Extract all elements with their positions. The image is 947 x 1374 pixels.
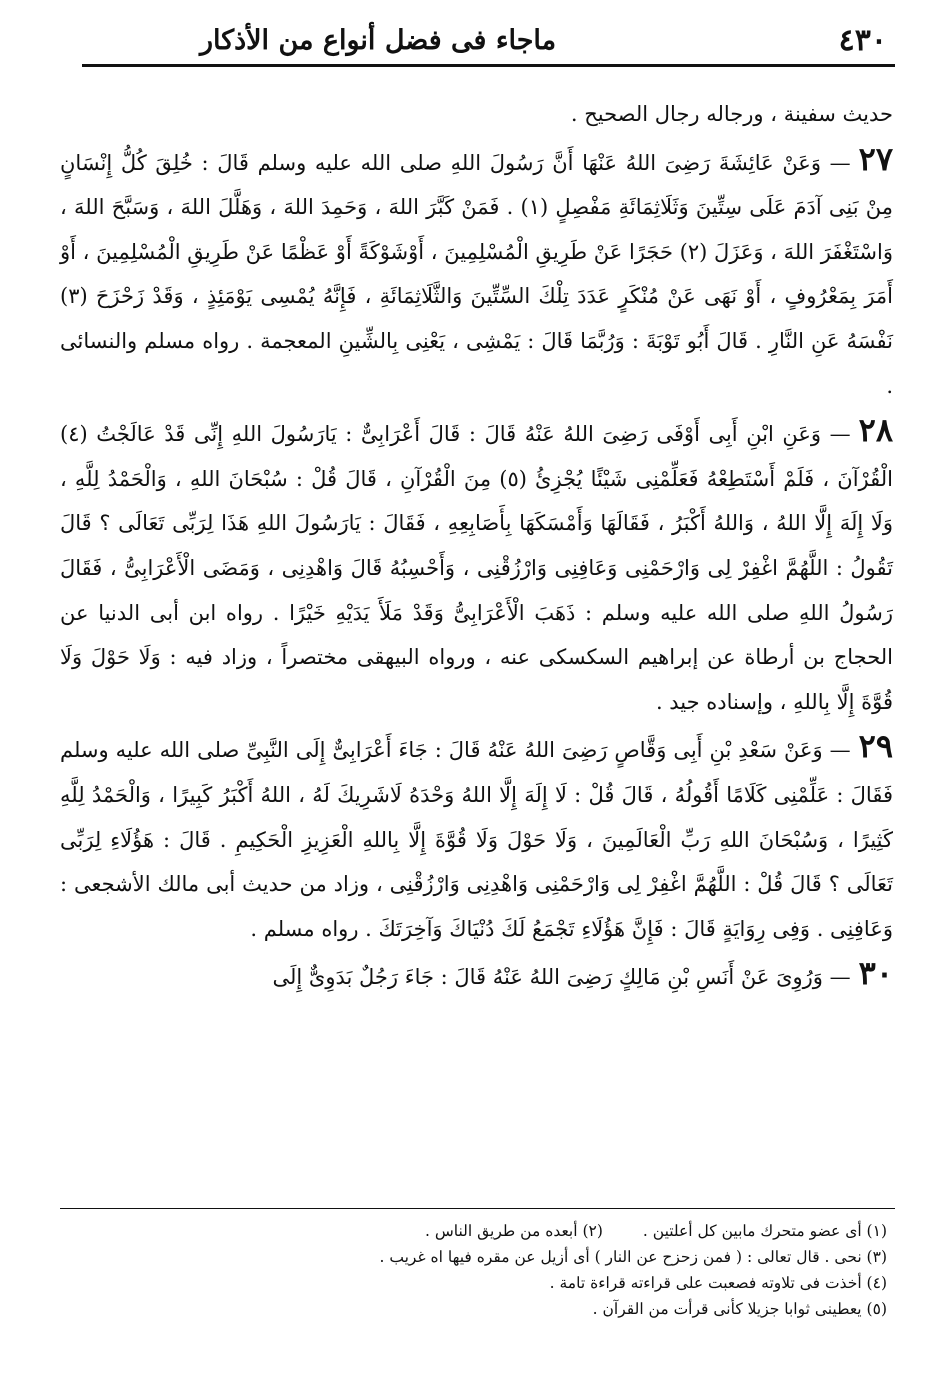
footnote-row (80, 1218, 887, 1244)
intro-line: حديث سفينة ، ورجاله رجال الصحيح . (570, 102, 893, 126)
hadith-number: ٢٩ (858, 727, 893, 766)
hadith-number: ٣٠ (858, 954, 893, 993)
footnote-1: (١) أى عضو متحرك مابين كل أعلتين . (642, 1222, 887, 1240)
header-divider (82, 64, 895, 67)
footnote-3: (٣) نحى . قال تعالى : ( فمن زحزح عن النار ) أى أزيل عن مقره فيها اه غريب . (379, 1248, 887, 1266)
hadith-number: ٢٨ (858, 411, 893, 450)
hadith-29 (60, 724, 893, 951)
footnote-2: (٢) أبعده من طريق الناس . (424, 1222, 603, 1240)
footnotes (80, 1218, 887, 1322)
running-title: ماجاء فى فضل أنواع من الأذكار (200, 24, 557, 56)
hadith-number: ٢٧ (858, 139, 893, 178)
hadith-28 (60, 408, 893, 724)
hadith-text: — وَعَنْ سَعْدِ بْنِ أَبِى وَقَّاصٍ رَضِىَ اللهُ عَنْهُ قَالَ : جَاءَ أَعْرَابِىٌّ إِلَى النَّبِىِّ صلى الله عليه وسلم فَقَالَ : عَلِّمْنِى كَلَامًا أَقُولُهُ ، قَالَ قُلْ : لَا إِلَهَ إِلَّا اللهُ وَحْدَهُ لَاشَرِيكَ لَهُ ، اللهُ أَكْبَرُ كَبِيرًا ، وَالْحَمْدُ لِلَّهِ كَثِيرًا ، وَسُبْحَانَ اللهِ رَبِّ الْعَالَمِينَ ، وَلَا حَوْلَ وَلَا قُوَّةَ إِلَّا بِاللهِ الْعَزِيزِ الْحَكِيمِ . قَالَ : هَؤُلَاءِ لِرَبِّى تَعَالَى ؟ قَالَ قُلْ : اللَّهُمَّ اغْفِرْ لِى وَارْحَمْنِى وَاهْدِنِى وَارْزُقْنِى ، وزاد من حديث أبى مالك الأشجعى : وَعَافِنِى . وَفِى رِوَايَةٍ قَالَ : فَإِنَّ هَؤُلَاءِ تَجْمَعُ لَكَ دُنْيَاكَ وَآخِرَتَكَ . رواه مسلم . (60, 738, 893, 941)
page-header (80, 18, 887, 62)
footnote-5: (٥) يعطينى ثوابا جزيلا كأنى قرأت من القرآن . (592, 1300, 887, 1318)
footnote-divider (60, 1208, 895, 1209)
footnote-4: (٤) أخذت فى تلاوته فصعبت على قراءته قراءة تامة . (549, 1274, 887, 1292)
hadith-27 (60, 137, 893, 409)
footnote-row (80, 1270, 887, 1296)
hadith-30 (60, 951, 893, 1000)
main-text (60, 92, 893, 1000)
footnote-row (80, 1296, 887, 1322)
hadith-text: — وَعَنْ عَائِشَةَ رَضِىَ اللهُ عَنْهَا أَنَّ رَسُولَ اللهِ صلى الله عليه وسلم قَالَ : خُلِقَ كُلُّ إِنْسَانٍ مِنْ بَنِى آدَمَ عَلَى سِتِّينَ وَثَلَاثِمَائَةِ مَفْصِلٍ (١) . فَمَنْ كَبَّرَ اللهَ ، وَحَمِدَ اللهَ ، وَهَلَّلَ اللهَ ، وَسَبَّحَ اللهَ ، وَاسْتَغْفَرَ اللهَ ، وَعَزَلَ (٢) حَجَرًا عَنْ طَرِيقِ الْمُسْلِمِينَ ، أَوْشَوْكَةً أَوْ عَظْمًا عَنْ طَرِيقِ الْمُسْلِمِينَ ، أَوْ أَمَرَ بِمَعْرُوفٍ ، أَوْ نَهَى عَنْ مُنْكَرٍ عَدَدَ تِلْكَ السِّتِّينَ وَالثَّلَاثِمَائَةِ ، فَإِنَّهُ يُمْسِى يَوْمَئِذٍ ، وَقَدْ زَحْزَحَ (٣) نَفْسَهُ عَنِ النَّارِ . قَالَ أَبُو تَوْبَةَ : وَرُبَّمَا قَالَ : يَمْشِى ، يَعْنِى بِالشِّينِ المعجمة . رواه مسلم والنسائى . (60, 150, 893, 398)
footnote-row (80, 1244, 887, 1270)
book-page (60, 0, 893, 1374)
hadith-text: — وَرُوِىَ عَنْ أَنَسِ بْنِ مَالِكٍ رَضِىَ اللهُ عَنْهُ قَالَ : جَاءَ رَجُلٌ بَدَوِىٌّ إِلَى (272, 965, 851, 990)
page-number: ٤٣٠ (838, 22, 887, 58)
hadith-text: — وَعَنِ ابْنِ أَبِى أَوْفَى رَضِىَ اللهُ عَنْهُ قَالَ : قَالَ أَعْرَابِىٌّ : يَارَسُولَ اللهِ إِنِّى قَدْ عَالَجْتُ (٤) الْقُرْآنَ ، فَلَمْ أَسْتَطِعْهُ فَعَلِّمْنِى شَيْئًا يُجْزِئُ (٥) مِنَ الْقُرْآنِ ، قَالَ قُلْ : سُبْحَانَ اللهِ ، وَالْحَمْدُ لِلَّهِ ، وَلَا إِلَهَ إِلَّا اللهُ ، وَاللهُ أَكْبَرُ ، فَقَالَهَا وَأَمْسَكَهَا بِأَصَابِعِهِ ، فَقَالَ : يَارَسُولَ اللهِ هَذَا لِرَبِّى تَعَالَى ؟ قَالَ تَقُولُ : اللَّهُمَّ اغْفِرْ لِى وَارْحَمْنِى وَعَافِنِى وَارْزُقْنِى ، وَأَحْسِبُهُ قَالَ وَاهْدِنِى ، وَمَضَى الْأَعْرَابِىُّ ، فَقَالَ رَسُولُ اللهِ صلى الله عليه وسلم : ذَهَبَ الْأَعْرَابِىُّ وَقَدْ مَلَأَ يَدَيْهِ خَيْرًا . رواه ابن أبى الدنيا عن الحجاج بن أرطاة عن إبراهيم السكسكى عنه ، ورواه البيهقى مختصراً ، وزاد فيه : وَلَا حَوْلَ وَلَا قُوَّةَ إِلَّا بِاللهِ ، وإسناده جيد . (60, 422, 893, 714)
